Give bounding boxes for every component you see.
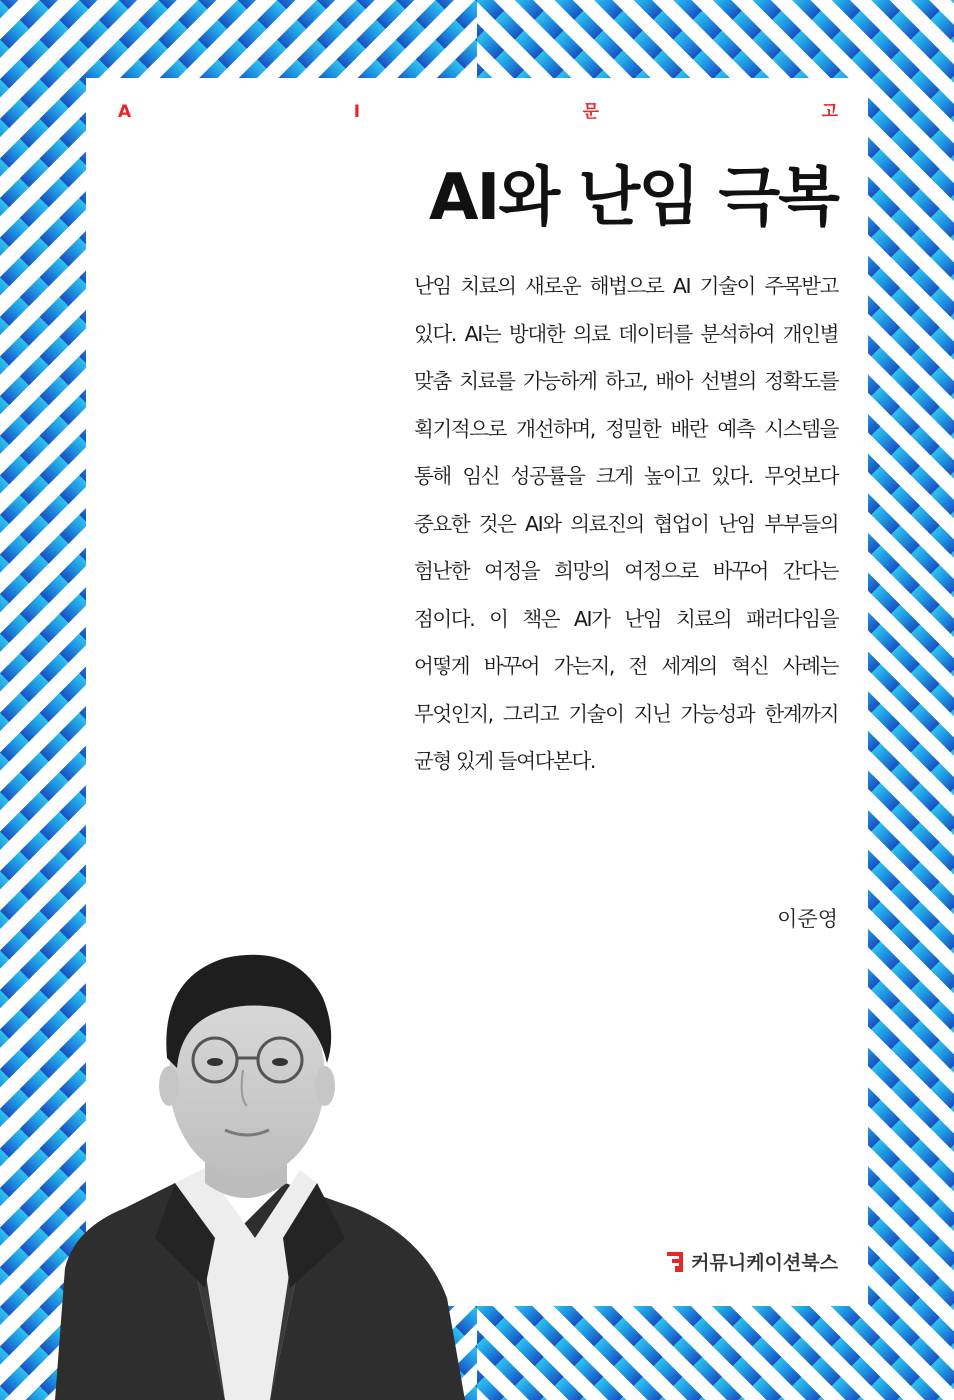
series-label-char: 문 (582, 102, 599, 122)
series-label-char: A (118, 102, 132, 122)
publisher-mark-icon (666, 1251, 684, 1273)
author-portrait (55, 938, 465, 1400)
series-label-char: I (353, 102, 361, 122)
series-label (118, 102, 838, 122)
author-name: 이준영 (777, 907, 838, 931)
book-description: 난임 치료의 새로운 해법으로 AI 기술이 주목받고 있다. AI는 방대한 의료 데이터를 분석하여 개인별 맞춤 치료를 가능하게 하고, 배아 선별의 정확도를 획기적으로 개선하며, 정밀한 배란 예측 시스템을 통해 임신 성공률을 크게 높이고 있다. 무엇보다 중요한 것은 AI와 의료진의 협업이 난임 부부들의 험난한 여정을 희망의 여정으로 바꾸어 간다는 점이다. 이 책은 AI가 난임 치료의 패러다임을 어떻게 바꾸어 가는지, 전 세계의 혁신 사례는 무엇인지, 그리고 기술이 지닌 가능성과 한계까지 균형 있게 들여다본다. (414, 274, 838, 773)
publisher-logo (666, 1248, 838, 1275)
book-title: AI와 난임 극복 (428, 161, 838, 235)
publisher-name: 커뮤니케이션북스 (691, 1252, 838, 1274)
series-label-char: 고 (821, 102, 838, 122)
